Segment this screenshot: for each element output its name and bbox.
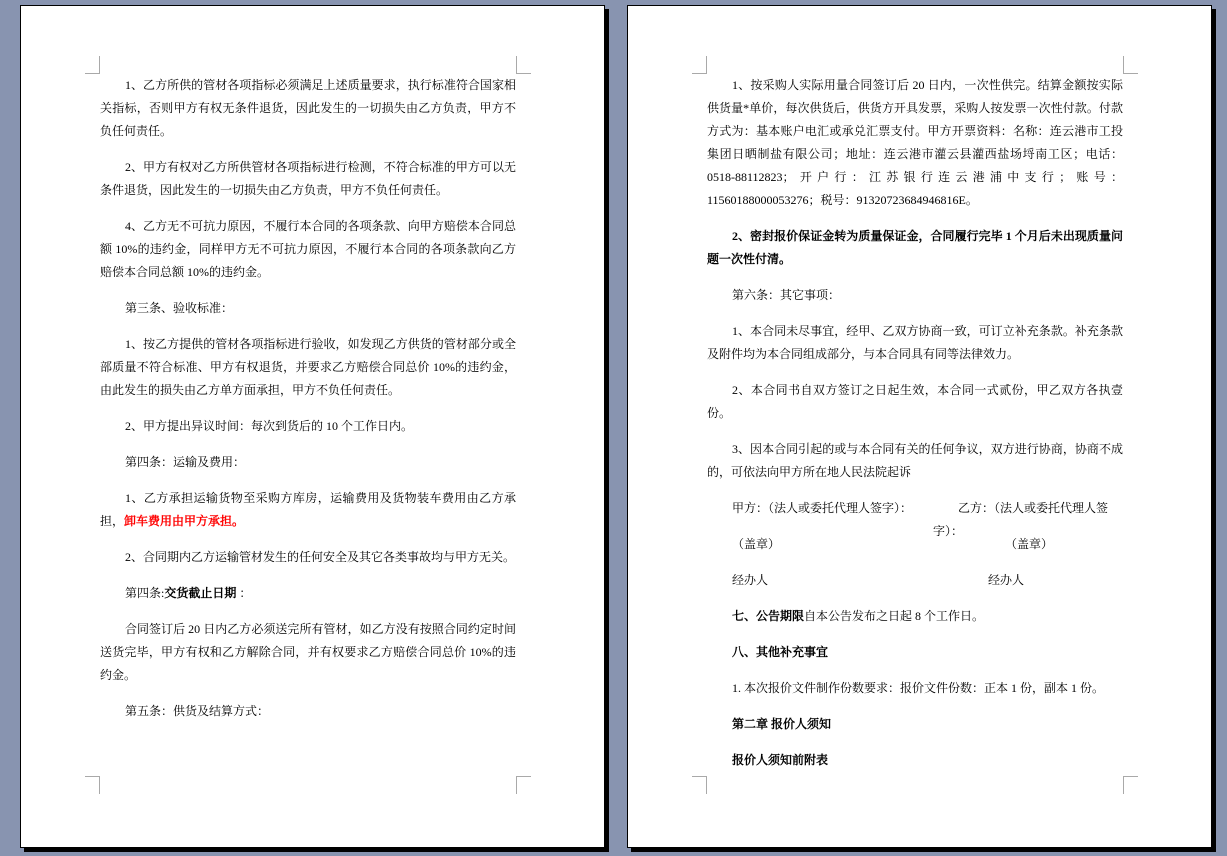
heading-article-6-other: 第六条：其它事项： — [732, 288, 841, 302]
margin-crop-mark-bottom-right — [1123, 776, 1138, 794]
deadline-bold-title: 交货截止日期 — [164, 586, 237, 600]
paragraph-quality-requirement: 1、乙方所供的管材各项指标必须满足上述质量要求，执行标准符合国家相关指标，否则甲方有权无条件退货，因此发生的一切损失由乙方负责，甲方不负任何责任。 — [100, 78, 516, 138]
party-b-handler-label: 经办人 — [988, 573, 1025, 587]
signature-row-parties — [707, 497, 1123, 538]
party-a-seal-label: （盖章） — [732, 537, 781, 551]
paragraph-dispute-resolution: 3、因本合同引起的或与本合同有关的任何争议，双方进行协商，协商不成的，可依法向甲方所在地人民法院起诉 — [707, 442, 1123, 479]
announcement-period-text: 自本公告发布之日起 8 个工作日。 — [804, 609, 985, 623]
paragraph-inspection-right: 2、甲方有权对乙方所供管材各项指标进行检测，不符合标准的甲方可以无条件退货，因此发生的一切损失由乙方负责，甲方不负任何责任。 — [100, 160, 516, 197]
paragraph-bid-copies: 1. 本次报价文件制作份数要求：报价文件份数：正本 1 份，副本 1 份。 — [732, 681, 1105, 695]
deadline-prefix: 第四条: — [125, 586, 165, 600]
paragraph-acceptance-standard: 1、按乙方提供的管材各项指标进行验收，如发现乙方供货的管材部分或全部质量不符合标准、甲方有权退货，并要求乙方赔偿合同总价 10%的违约金，由此发生的损失由乙方单方面承担，甲方不负任何责任。 — [100, 337, 516, 397]
document-page-1[interactable] — [20, 5, 605, 848]
signature-row-seals — [707, 533, 1123, 556]
margin-crop-mark-top-right — [1123, 56, 1138, 74]
party-a-signature-label: 甲方：（法人或委托代理人签字）： — [732, 501, 913, 515]
paragraph-objection-time: 2、甲方提出异议时间：每次到货后的 10 个工作日内。 — [125, 419, 414, 433]
party-a-handler-label: 经办人 — [732, 573, 769, 587]
party-b-seal-label: （盖章） — [1005, 537, 1054, 551]
transport-cost-text: 1、乙方承担运输货物至采购方库房，运输费用及货物装车费用由乙方承担， — [100, 491, 516, 528]
margin-crop-mark-bottom-right — [516, 776, 531, 794]
margin-crop-mark-top-right — [516, 56, 531, 74]
paragraph-effective-copies: 2、本合同书自双方签订之日起生效，本合同一式贰份，甲乙双方各执壹份。 — [707, 383, 1123, 420]
margin-crop-mark-top-left — [85, 56, 100, 74]
paragraph-deposit-conversion: 2、密封报价保证金转为质量保证金，合同履行完毕 1 个月后未出现质量问题一次性付清。 — [707, 229, 1123, 266]
page-2-text-area — [707, 74, 1123, 776]
paragraph-transport-cost — [100, 487, 516, 533]
announcement-period-bold: 七、公告期限 — [732, 609, 805, 623]
heading-chapter-2: 第二章 报价人须知 — [732, 717, 832, 731]
heading-article-3-acceptance: 第三条、验收标准： — [125, 301, 234, 315]
signature-row-handlers — [707, 569, 1123, 592]
document-page-2[interactable] — [627, 5, 1212, 848]
margin-crop-mark-bottom-left — [85, 776, 100, 794]
heading-article-4-delivery-deadline — [100, 582, 516, 605]
deadline-suffix: ： — [236, 586, 252, 600]
paragraph-supplementary-clauses: 1、本合同未尽事宜，经甲、乙双方协商一致，可订立补充条款。补充条款及附件均为本合同组成部分，与本合同具有同等法律效力。 — [707, 324, 1123, 361]
paragraph-delivery-terms: 合同签订后 20 日内乙方必须送完所有管材，如乙方没有按照合同约定时间送货完毕，甲方有权和乙方解除合同，并有权要求乙方赔偿合同总价 10%的违约金。 — [100, 622, 516, 682]
heading-other-supplementary: 八、其他补充事宜 — [732, 645, 829, 659]
heading-announcement-period — [707, 605, 1123, 628]
heading-article-4-transport: 第四条：运输及费用： — [125, 455, 246, 469]
party-b-signature-label: 乙方：（法人或委托代理人签字）： — [933, 501, 1109, 538]
margin-crop-mark-bottom-left — [692, 776, 707, 794]
heading-article-5-settlement: 第五条：供货及结算方式： — [125, 704, 270, 718]
paragraph-payment-terms: 1、按采购人实际用量合同签订后 20 日内，一次性供完。结算金额按实际供货量*单价，每次供货后，供货方开具发票，采购人按发票一次性付款。付款方式为：基本账户电汇或承兑汇票支付。甲方开票资料：名称：连云港市工投集团日晒制盐有限公司；地址：连云港市灌云县灌西盐场埒南工区；电话：0518-88112823；开户行：江苏银行连云港浦中支行；账号：11560188000053276；税号：91320723684946816E。 — [707, 78, 1123, 207]
unloading-cost-red-text: 卸车费用由甲方承担。 — [124, 514, 245, 528]
margin-crop-mark-top-left — [692, 56, 707, 74]
paragraph-breach-penalty: 4、乙方无不可抗力原因，不履行本合同的各项条款、向甲方赔偿本合同总额 10%的违约金，同样甲方无不可抗力原因，不履行本合同的各项条款向乙方赔偿本合同总额 10%的违约金。 — [100, 219, 516, 279]
heading-bidder-notice-table: 报价人须知前附表 — [732, 753, 829, 767]
paragraph-transport-accident: 2、合同期内乙方运输管材发生的任何安全及其它各类事故均与甲方无关。 — [125, 550, 516, 564]
page-1-text-area — [100, 74, 516, 776]
